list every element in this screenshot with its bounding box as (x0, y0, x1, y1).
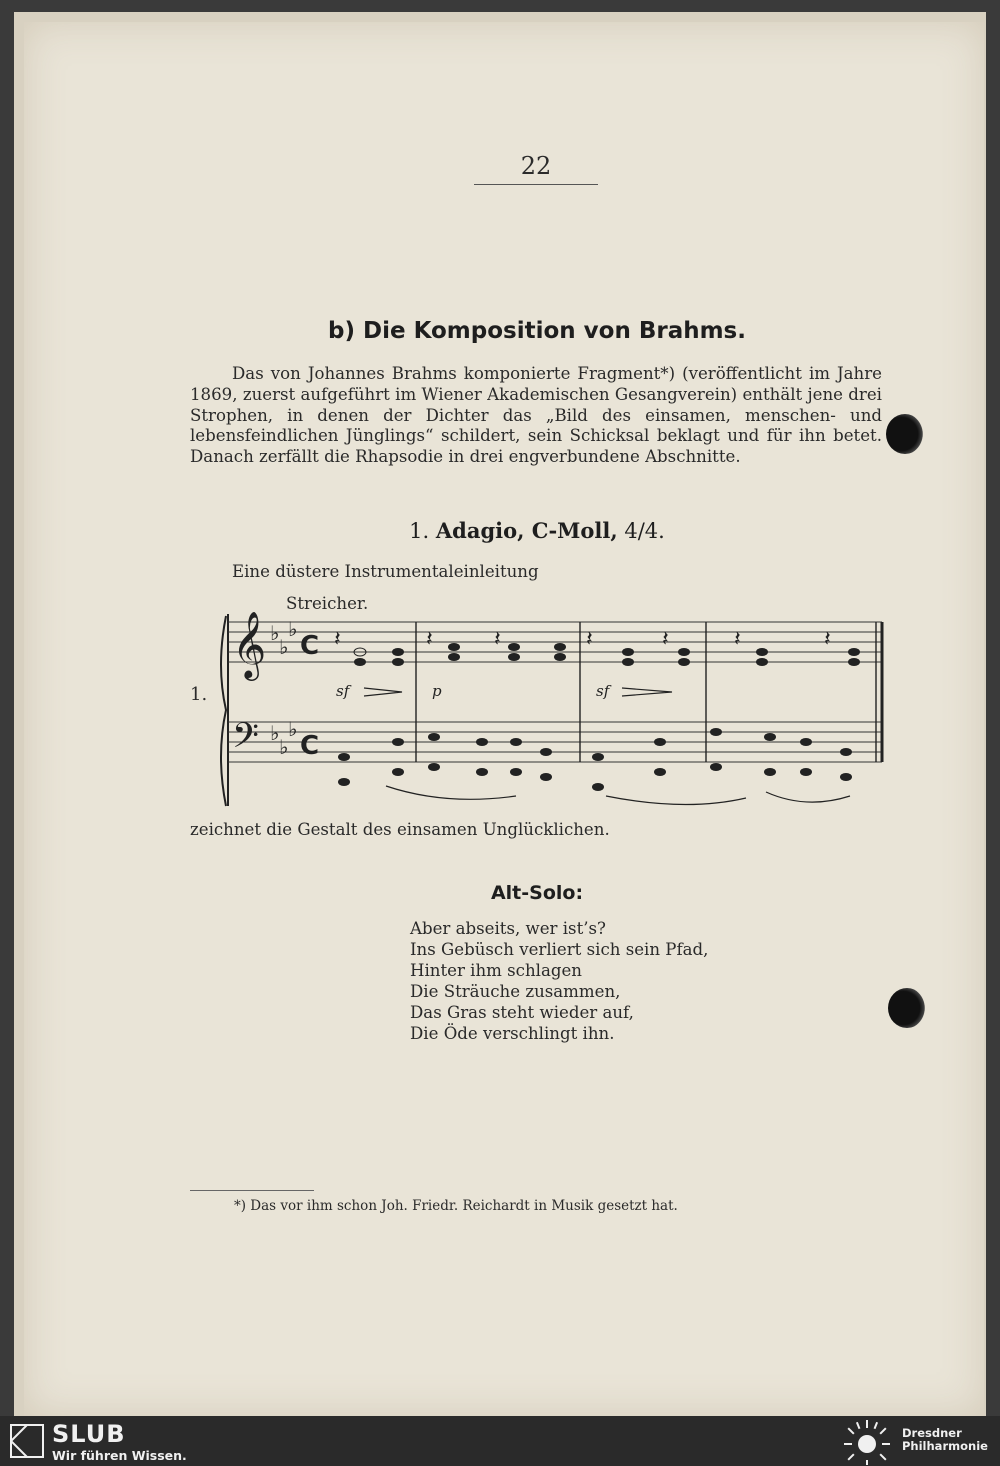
partner-name (902, 1427, 988, 1453)
poem-line: Die Öde verschlingt ihn. (410, 1024, 615, 1043)
partner-name-line1: Dresdner (902, 1426, 962, 1440)
poem-line: Ins Gebüsch verliert sich sein Pfad, (410, 940, 709, 959)
dynamic-sf-1: sf (336, 682, 350, 700)
score-system-number: 1. (190, 684, 208, 705)
bass-notes (338, 728, 852, 791)
svg-text:𝄽: 𝄽 (426, 627, 433, 652)
bass-clef: 𝄢 (232, 715, 260, 764)
movement-name: Adagio, C-Moll, (435, 518, 618, 543)
svg-text:♭: ♭ (270, 721, 280, 745)
punch-hole (888, 988, 926, 1028)
intro-paragraph: Das von Johannes Brahms komponierte Fragment*) (veröffentlicht im Jahre 1869, zuerst aufgeführt im Wiener Akademischen Gesangverein) enthält jene drei Strophen, in denen der Dichter das „Bild des einsamen, menschen- und lebensfeindlichen Jünglings“ schildert, sein Schicksal beklagt und für ihn betet. Danach zerfällt die Rhapsodie in drei engverbundene Abschnitte. (190, 364, 882, 467)
svg-text:♭: ♭ (270, 621, 280, 645)
svg-text:C: C (300, 731, 320, 761)
philharmonie-logo-icon (842, 1418, 892, 1466)
svg-text:♭: ♭ (288, 717, 298, 741)
music-score (186, 606, 886, 820)
svg-text:♭: ♭ (279, 735, 289, 759)
page-number-rule (474, 184, 598, 185)
instrumental-intro-text: Eine düstere Instrumentaleinleitung (232, 562, 539, 581)
section-title: b) Die Komposition von Brahms. (328, 318, 746, 344)
after-score-text: zeichnet die Gestalt des einsamen Unglücklichen. (190, 820, 610, 839)
bass-staff (228, 722, 882, 762)
svg-text:C: C (300, 631, 320, 661)
svg-text:𝄽: 𝄽 (494, 627, 501, 652)
footnote-rule (190, 1190, 314, 1191)
treble-clef: 𝄞 (232, 610, 267, 678)
library-tagline: Wir führen Wissen. (52, 1448, 187, 1463)
movement-heading (190, 518, 884, 543)
instrument-label: Streicher. (286, 594, 369, 613)
poem (410, 918, 708, 1044)
poem-line: Die Sträuche zusammen, (410, 982, 621, 1001)
poem-line: Aber abseits, wer ist’s? (410, 919, 606, 938)
footer-bar (0, 1416, 1000, 1466)
dynamic-p: p (432, 682, 442, 700)
dynamic-sf-2: sf (596, 682, 610, 700)
svg-text:𝄽: 𝄽 (334, 627, 341, 652)
page-number: 22 (520, 152, 552, 180)
punch-hole (886, 414, 924, 454)
svg-text:♭: ♭ (279, 635, 289, 659)
footnote: *) Das vor ihm schon Joh. Friedr. Reichardt in Musik gesetzt hat. (234, 1198, 678, 1214)
library-name: SLUB (52, 1420, 126, 1448)
poem-line: Das Gras steht wieder auf, (410, 1003, 634, 1022)
slub-logo-icon (10, 1424, 44, 1458)
svg-text:♭: ♭ (288, 617, 298, 641)
movement-meter: 4/4. (624, 519, 665, 543)
svg-text:𝄽: 𝄽 (586, 627, 593, 652)
solo-title: Alt-Solo: (490, 882, 584, 904)
partner-name-line2: Philharmonie (902, 1439, 988, 1453)
movement-number: 1. (409, 519, 430, 543)
svg-text:𝄽: 𝄽 (734, 627, 741, 652)
svg-text:𝄽: 𝄽 (662, 627, 669, 652)
svg-text:𝄽: 𝄽 (824, 627, 831, 652)
poem-line: Hinter ihm schlagen (410, 961, 582, 980)
